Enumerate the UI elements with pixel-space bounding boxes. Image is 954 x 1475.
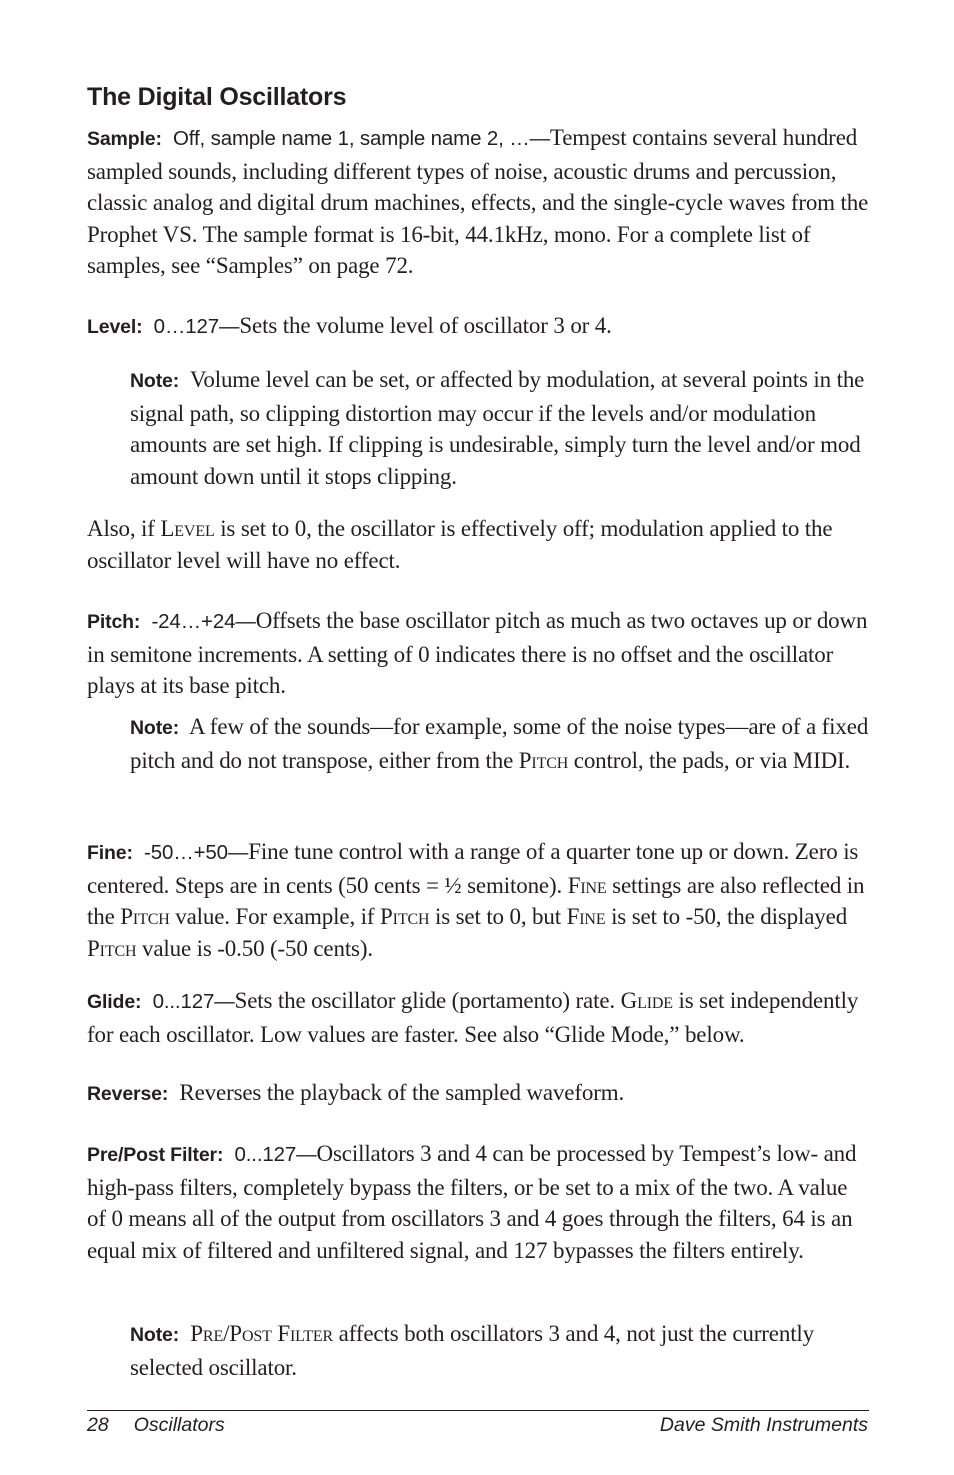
section-name: Oscillators [133,1414,225,1436]
note-pitch-paragraph [130,711,872,776]
level-smallcaps: Level [160,516,215,541]
pitch-term: Pitch: [87,611,141,633]
page-number: 28 [87,1414,109,1436]
note-volume-text: Volume level can be set, or affected by modulation, at several points in the signal path, so clipping distortion may occur if the levels and/or modulation amounts are set high. If clipping is undesirable, simply turn the level and/or mod amount down until it stops clipping. [130,367,865,489]
note-pitch-text-1: A few of the sounds—for example, some of the noise types—are of a fixed pitch and do not transpose, either from the [130,714,869,773]
pitch-description: Offsets the base oscillator pitch as much as two octaves up or down in semitone increments. A setting of 0 indicates there is no offset and the oscillator plays at its base pitch. [87,608,868,698]
prepost-term: Pre/Post Filter: [87,1144,224,1166]
fine-smallcaps: Fine [567,872,607,898]
level-paragraph [87,310,869,344]
pitch-smallcaps: Pitch [380,904,430,929]
pitch-range: -24…+24— [151,610,256,633]
also-text-2: is set to 0, the oscillator is effectively off; modulation applied to the oscillator level will have no effect. [87,516,833,573]
note-prepost-text: affects both oscillators 3 and 4, not just the currently selected oscillator. [130,1321,815,1380]
glide-paragraph [87,985,869,1050]
glide-text-2: is set independently for each oscillator. Low values are faster. See also “Glide Mode,” below. [87,988,859,1047]
sample-range: Off, sample name 1, sample name 2, …— [173,127,550,150]
also-paragraph [87,513,869,576]
fine-text-3: value. For example, if [169,904,380,929]
note-label: Note: [130,370,180,392]
reverse-description: Reverses the playback of the sampled waveform. [179,1080,625,1105]
fine-text-1: Fine tune control with a range of a quarter tone up or down. Zero is centered. Steps are in cents (50 cents = ½ semitone). [87,839,859,898]
pitch-smallcaps: Pitch [120,904,170,929]
pitch-smallcaps: Pitch [87,935,137,961]
fine-range: -50…+50— [144,841,249,864]
level-term: Level: [87,316,143,338]
note-label: Note: [130,717,180,739]
fine-text-2: settings are also reflected in the [87,872,865,929]
glide-term: Glide: [87,991,142,1013]
reverse-term: Reverse: [87,1083,169,1105]
note-pitch-text-2: control, the pads, or via MIDI. [568,747,851,773]
also-text-1: Also, if [87,516,161,541]
glide-text-1: Sets the oscillator glide (portamento) rate. [234,988,621,1013]
reverse-paragraph [87,1077,869,1111]
glide-range: 0...127— [152,990,235,1013]
fine-paragraph [87,836,869,964]
fine-text-5: is set to -50, the displayed [605,904,848,929]
sample-paragraph [87,122,869,282]
section-heading: The Digital Oscillators [87,83,347,111]
fine-text-6: value is -0.50 (-50 cents). [136,935,373,961]
level-description: Sets the volume level of oscillator 3 or 4. [239,313,612,338]
pitch-paragraph [87,605,869,702]
level-range: 0…127— [153,315,240,338]
footer-divider [87,1410,869,1411]
glide-smallcaps: Glide [620,988,673,1013]
pitch-smallcaps: Pitch [518,747,569,773]
sample-term: Sample: [87,128,162,150]
fine-term: Fine: [87,842,133,864]
note-prepost-paragraph [130,1318,872,1383]
prepost-smallcaps: Pre/Post Filter [190,1321,334,1346]
fine-text-4: is set to 0, but [429,904,567,929]
note-label: Note: [130,1324,180,1346]
publisher-name: Dave Smith Instruments [659,1414,868,1436]
fine-smallcaps: Fine [566,904,606,929]
footer-left [87,1413,225,1437]
prepost-description: Oscillators 3 and 4 can be processed by Tempest’s low- and high-pass filters, completely bypass the filters, or be set to a mix of the two. A value of 0 means all of the output from oscillators 3 and 4 goes through the filters, 64 is an equal mix of filtered and unfiltered signal, and 127 bypasses the filters entirely. [87,1141,857,1263]
sample-description: Tempest contains several hundred sampled sounds, including different types of noise, acoustic drums and percussion, classic analog and digital drum machines, effects, and the single-cycle waves from the Prophet VS. The sample format is 16-bit, 44.1kHz, mono. For a complete list of samples, see “Samples” on page 72. [87,125,869,278]
note-volume-paragraph [130,364,872,492]
prepost-range: 0...127— [234,1143,317,1166]
prepost-paragraph [87,1138,869,1266]
